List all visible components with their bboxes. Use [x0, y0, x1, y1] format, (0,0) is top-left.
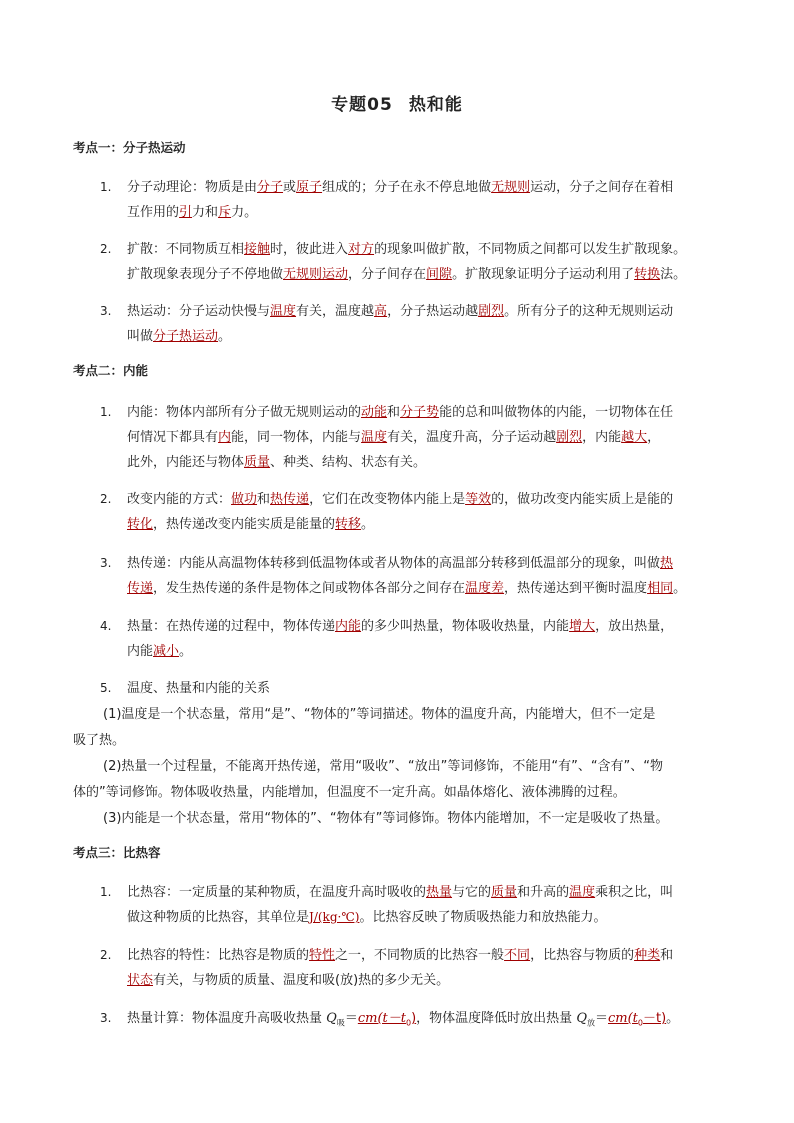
paragraph: (1)温度是一个状态量，常用“是”、“物体的”等词描述。物体的温度升高，内能增大，但不一定是 吸了热。 (2)热量一个过程量，不能离开热传递，常用“吸收”、“放出”等词修饰，不能用“有”、“含有”、“物 体的”等词修饰。物体吸收热量，内能增加，但温度不一定升高。如晶体熔化、液体沸腾的过程。 (3)内能是一个状态量，常用“物体的”、“物体有”等词修饰。物体内能增加，不一定是吸收了热量。: [73, 707, 669, 826]
section-heading-1: 考点一：分子热运动: [73, 140, 186, 155]
page-title: 专题05 热和能: [331, 95, 463, 115]
section-heading-2: 考点二：内能: [73, 363, 149, 378]
section-heading-3: 考点三：比热容: [73, 845, 161, 860]
